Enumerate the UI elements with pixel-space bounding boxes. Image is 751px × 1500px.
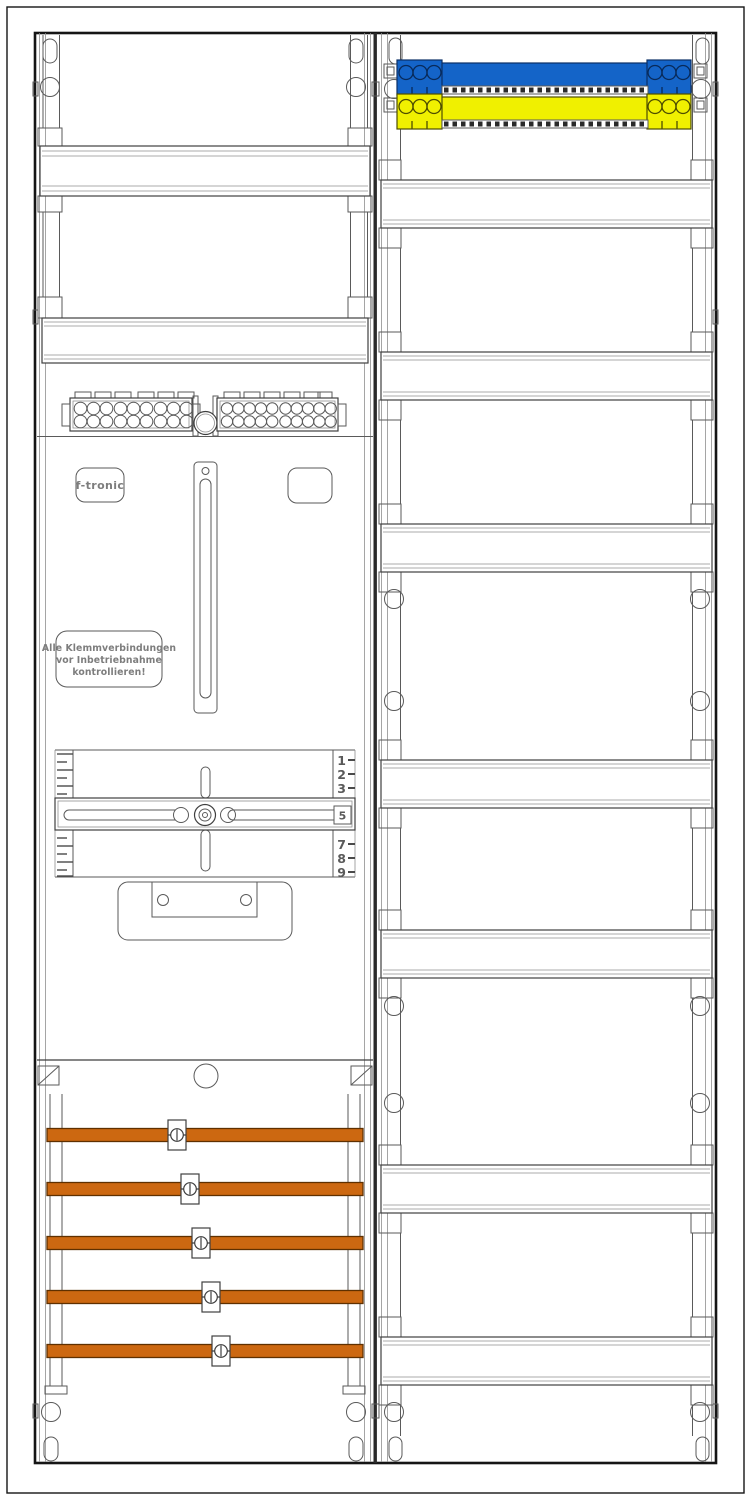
panel-handle (118, 882, 292, 940)
busbar-section (38, 1064, 372, 1394)
brand-logo-text: f-tronic (75, 479, 125, 492)
right-column-side-profiles (382, 33, 712, 1462)
right-column (379, 33, 713, 1462)
cover-strip-4 (381, 760, 712, 808)
cover-strip-3 (381, 524, 712, 572)
seal-slot (194, 462, 217, 713)
cross-slot-lower (201, 830, 210, 871)
terminal-row (37, 392, 373, 437)
neutral-busbar-blue (397, 60, 691, 95)
scale-number-7: 7 (337, 837, 346, 852)
copper-busbar-5 (47, 1345, 363, 1358)
meter-panel (37, 462, 373, 1060)
left-rail-slots-top (41, 39, 366, 97)
left-rail-slots-bottom (42, 1403, 366, 1462)
scale-number-8: 8 (337, 851, 346, 866)
copper-busbar-1 (47, 1129, 363, 1142)
right-rail-slots-bottom (385, 1403, 710, 1462)
scale-number-9: 9 (337, 865, 346, 880)
scale-number-3: 3 (337, 781, 346, 796)
terminal-block-right (217, 392, 346, 431)
terminal-block-left (62, 392, 200, 431)
warning-line-3: kontrollieren! (72, 667, 146, 678)
cover-strip-6 (381, 1165, 712, 1213)
adjustment-gauge (55, 750, 355, 880)
nameplate-blank (288, 468, 332, 503)
cover-strip-1 (381, 180, 712, 228)
gauge-slide-bar (55, 798, 355, 830)
left-column (37, 33, 373, 1462)
cover-strip-5 (381, 930, 712, 978)
terminal-centre-gland (193, 396, 218, 436)
gauge-centre-screw (195, 805, 216, 826)
scale-number-2: 2 (337, 767, 346, 782)
busbar-corner-brackets (38, 1066, 372, 1085)
cover-strip-2 (381, 352, 712, 400)
right-cover-strips (381, 180, 712, 1385)
busbar-clamp-2 (181, 1174, 199, 1204)
warning-line-1: Alle Klemmverbindungen (41, 643, 177, 654)
copper-busbar-2 (47, 1183, 363, 1196)
column-divider (374, 33, 377, 1463)
cover-strip-7 (381, 1337, 712, 1385)
warning-line-2: vor Inbetriebnahme (56, 655, 162, 666)
right-column-mounting-rails (401, 35, 693, 1436)
brand-logo (76, 468, 125, 502)
busbar-section-hole (194, 1064, 218, 1088)
gauge-pointer-value: 5 (338, 809, 347, 823)
busbar-clamp-4 (202, 1282, 220, 1312)
left-cover-strip-1 (40, 146, 370, 196)
left-cover-strip-2 (42, 318, 368, 363)
busbar-clamp-3 (192, 1228, 210, 1258)
cross-slot-upper (201, 767, 210, 798)
busbar-clamp-1 (168, 1120, 186, 1150)
scale-number-1: 1 (337, 753, 346, 768)
pe-busbar-yellow (397, 94, 691, 129)
npe-busbar-assembly (384, 60, 707, 129)
busbar-clamp-5 (212, 1336, 230, 1366)
right-rail-holes (385, 590, 710, 1113)
warning-label (42, 631, 176, 687)
